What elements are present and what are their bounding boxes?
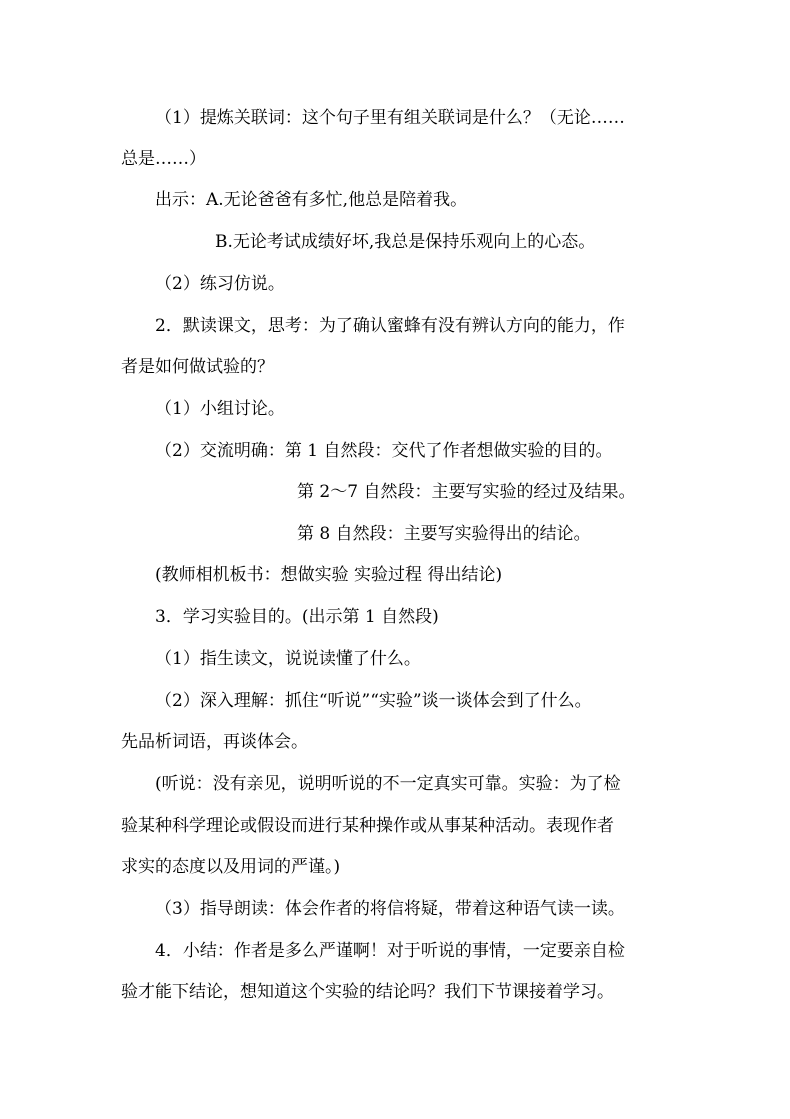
text-line: 3．学习实验目的。(出示第 1 自然段) <box>155 607 439 627</box>
text-line: (听说：没有亲见，说明听说的不一定真实可靠。实验：为了检 <box>155 774 621 794</box>
text-line: 第 8 自然段：主要写实验得出的结论。 <box>297 524 591 544</box>
text-line: 先品析词语，再谈体会。 <box>121 732 308 752</box>
text-line: 总是……） <box>121 149 206 169</box>
text-line: 者是如何做试验的？ <box>121 357 274 377</box>
text-line: （1）指生读文，说说读懂了什么。 <box>155 649 421 669</box>
text-line: (教师相机板书：想做实验 实验过程 得出结论) <box>155 565 503 585</box>
text-line: B.无论考试成绩好坏,我总是保持乐观向上的心态。 <box>215 232 596 252</box>
text-line: 验某种科学理论或假设而进行某种操作或从事某种活动。表现作者 <box>121 816 614 836</box>
text-line: （1）提炼关联词：这个句子里有组关联词是什么？（无论…… <box>155 108 625 128</box>
text-line: （2）深入理解：抓住“听说”“实验”谈一谈体会到了什么。 <box>155 691 592 711</box>
text-line: 2．默读课文，思考：为了确认蜜蜂有没有辨认方向的能力，作 <box>155 316 625 336</box>
text-line: 验才能下结论，想知道这个实验的结论吗？我们下节课接着学习。 <box>121 982 614 1002</box>
text-line: 第 2～7 自然段：主要写实验的经过及结果。 <box>297 482 636 502</box>
text-line: （3）指导朗读：体会作者的将信将疑，带着这种语气读一读。 <box>155 899 625 919</box>
text-line: （2）交流明确：第 1 自然段：交代了作者想做实验的目的。 <box>155 441 613 461</box>
text-line: （2）练习仿说。 <box>155 274 285 294</box>
text-line: （1）小组讨论。 <box>155 399 285 419</box>
text-line: 求实的态度以及用词的严谨。) <box>121 857 341 877</box>
text-line: 出示：A.无论爸爸有多忙,他总是陪着我。 <box>155 190 468 210</box>
text-line: 4．小结：作者是多么严谨啊！对于听说的事情，一定要亲自检 <box>155 941 625 961</box>
